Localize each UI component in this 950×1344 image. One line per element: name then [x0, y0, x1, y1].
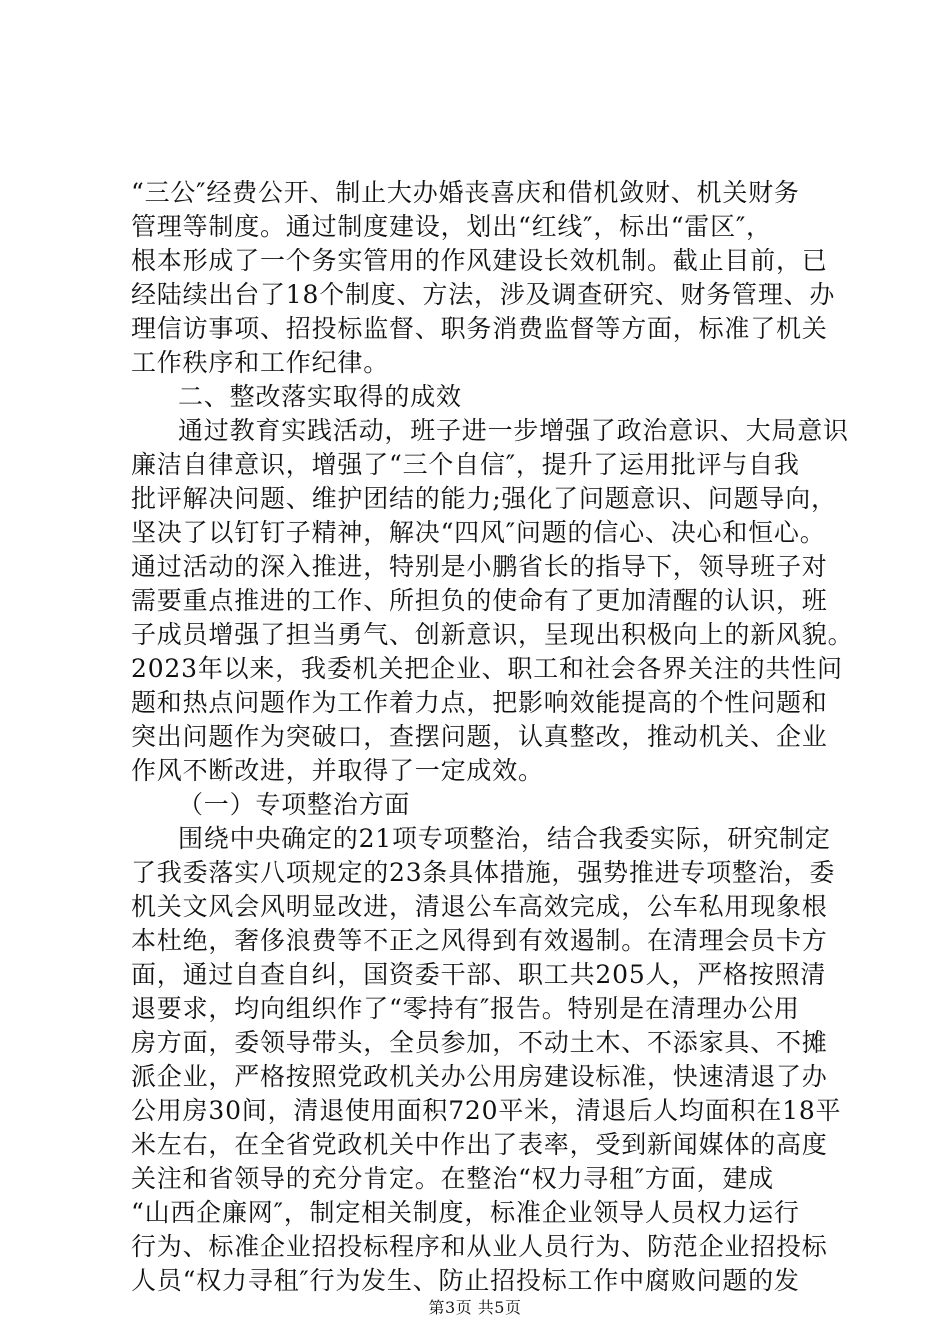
text-line: 面，通过自查自纠，国资委干部、职工共205人，严格按照清: [131, 960, 827, 989]
text-line: 公用房30间，清退使用面积720平米，清退后人均面积在18平: [131, 1096, 842, 1125]
text-line: 通过活动的深入推进，特别是小鹏省长的指导下，领导班子对: [131, 552, 828, 581]
page-number: 第3页 共5页: [428, 1298, 522, 1317]
text-line: 坚决了以钉钉子精神，解决“四风″问题的信心、决心和恒心。: [131, 518, 826, 547]
section-heading: 二、整改落实取得的成效: [178, 382, 462, 411]
text-line: 房方面，委领导带头，全员参加，不动土木、不添家具、不摊: [131, 1028, 828, 1057]
text-line: 理信访事项、招投标监督、职务消费监督等方面，标准了机关: [131, 314, 828, 343]
text-line: 子成员增强了担当勇气、创新意识，呈现出积极向上的新风貌。: [131, 620, 854, 649]
subsection-heading: （一）专项整治方面: [178, 790, 411, 819]
text-line: 通过教育实践活动，班子进一步增强了政治意识、大局意识: [178, 416, 849, 445]
text-line: 作风不断改进，并取得了一定成效。: [131, 756, 544, 785]
text-line: 题和热点问题作为工作着力点，把影响效能提高的个性问题和: [131, 688, 828, 717]
text-line: 管理等制度。通过制度建设，划出“红线″，标出“雷区″，: [131, 212, 772, 241]
text-line: 2023年以来，我委机关把企业、职工和社会各界关注的共性问: [131, 654, 843, 683]
text-line: “山西企廉网″，制定相关制度，标准企业领导人员权力运行: [131, 1198, 800, 1227]
text-line: 米左右，在全省党政机关中作出了表率，受到新闻媒体的高度: [131, 1130, 828, 1159]
text-line: 机关文风会风明显改进，清退公车高效完成，公车私用现象根: [131, 892, 828, 921]
text-line: 退要求，均向组织作了“零持有″报告。特别是在清理办公用: [131, 994, 800, 1023]
text-line: 派企业，严格按照党政机关办公用房建设标准，快速清退了办: [131, 1062, 828, 1091]
text-line: 廉洁自律意识，增强了“三个自信″，提升了运用批评与自我: [131, 450, 800, 479]
text-line: 人员“权力寻租″行为发生、防止招投标工作中腐败问题的发: [131, 1266, 800, 1295]
text-line: “三公″经费公开、制止大办婚丧喜庆和借机敛财、机关财务: [131, 178, 800, 207]
text-line: 批评解决问题、维护团结的能力;强化了问题意识、问题导向，: [131, 484, 837, 513]
text-line: 突出问题作为突破口，查摆问题，认真整改，推动机关、企业: [131, 722, 828, 751]
text-line: 了我委落实八项规定的23条具体措施，强势推进专项整治，委: [131, 858, 836, 887]
text-line: 本杜绝，奢侈浪费等不正之风得到有效遏制。在清理会员卡方: [131, 926, 828, 955]
text-line: 行为、标准企业招投标程序和从业人员行为、防范企业招投标: [131, 1232, 828, 1261]
text-line: 关注和省领导的充分肯定。在整治“权力寻租″方面，建成: [131, 1164, 774, 1193]
text-line: 根本形成了一个务实管用的作风建设长效机制。截止目前，已: [131, 246, 828, 275]
text-line: 需要重点推进的工作、所担负的使命有了更加清醒的认识，班: [131, 586, 828, 615]
text-line: 经陆续出台了18个制度、方法，涉及调查研究、财务管理、办: [131, 280, 836, 309]
text-line: 工作秩序和工作纪律。: [131, 348, 390, 377]
text-line: 围绕中央确定的21项专项整治，结合我委实际，研究制定: [178, 824, 831, 853]
